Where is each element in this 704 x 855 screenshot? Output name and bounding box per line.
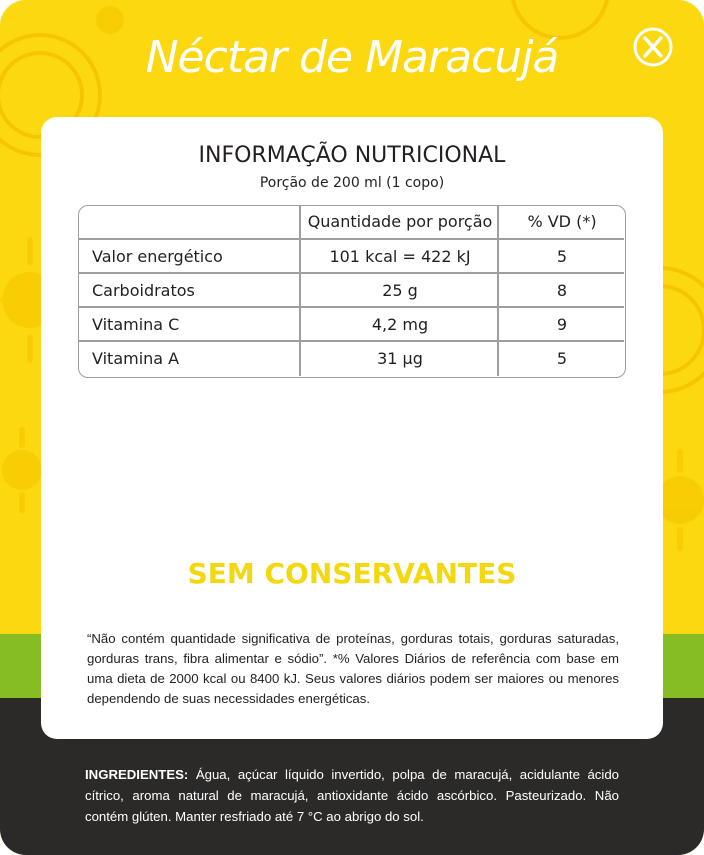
no-preservatives-badge: SEM CONSERVANTES [187,557,517,590]
row-name: Vitamina A [92,349,180,368]
footnote: “Não contém quantidade significativa de proteínas, gorduras totais, gorduras saturadas, gorduras trans, fibra alimentar e sódio”. *% Valores Diários de referência com base em uma dieta de 2000 kcal ou 8400 kJ. Seus valores diários podem ser maiores ou menores dependendo de suas necessidades energéticas. [87,631,619,706]
product-title: Néctar de Maracujá [145,32,559,83]
row-daily-value: 5 [556,349,568,368]
serving-size: Porção de 200 ml (1 copo) [259,175,445,191]
row-daily-value: 8 [556,281,568,300]
ingredients-text: Água, açúcar líquido invertido, polpa de maracujá, acidulante ácido cítrico, aroma natural de maracujá, antioxidante ácido ascórbico. Pasteurizado. Não contém glúten. Manter resfriado até 7 °C ao abrigo do sol. [85,767,619,824]
nutrition-card [41,117,663,739]
nutrition-title: INFORMAÇÃO NUTRICIONAL [198,143,506,168]
close-x-icon[interactable] [632,26,674,68]
column-header-daily-value: % VD (*) [527,212,597,231]
row-name: Valor energético [92,247,223,266]
row-quantity: 101 kcal = 422 kJ [329,247,471,266]
ingredients-block [85,764,619,827]
row-name: Vitamina C [92,315,180,334]
row-quantity: 31 µg [377,349,423,368]
row-quantity: 4,2 mg [371,315,429,334]
row-name: Carboidratos [92,281,195,300]
column-header-quantity: Quantidade por porção [307,212,493,231]
nutrition-table [78,205,626,378]
row-quantity: 25 g [382,281,418,300]
ingredients-label: INGREDIENTES: [85,767,189,782]
row-daily-value: 5 [556,247,568,266]
row-daily-value: 9 [556,315,568,334]
